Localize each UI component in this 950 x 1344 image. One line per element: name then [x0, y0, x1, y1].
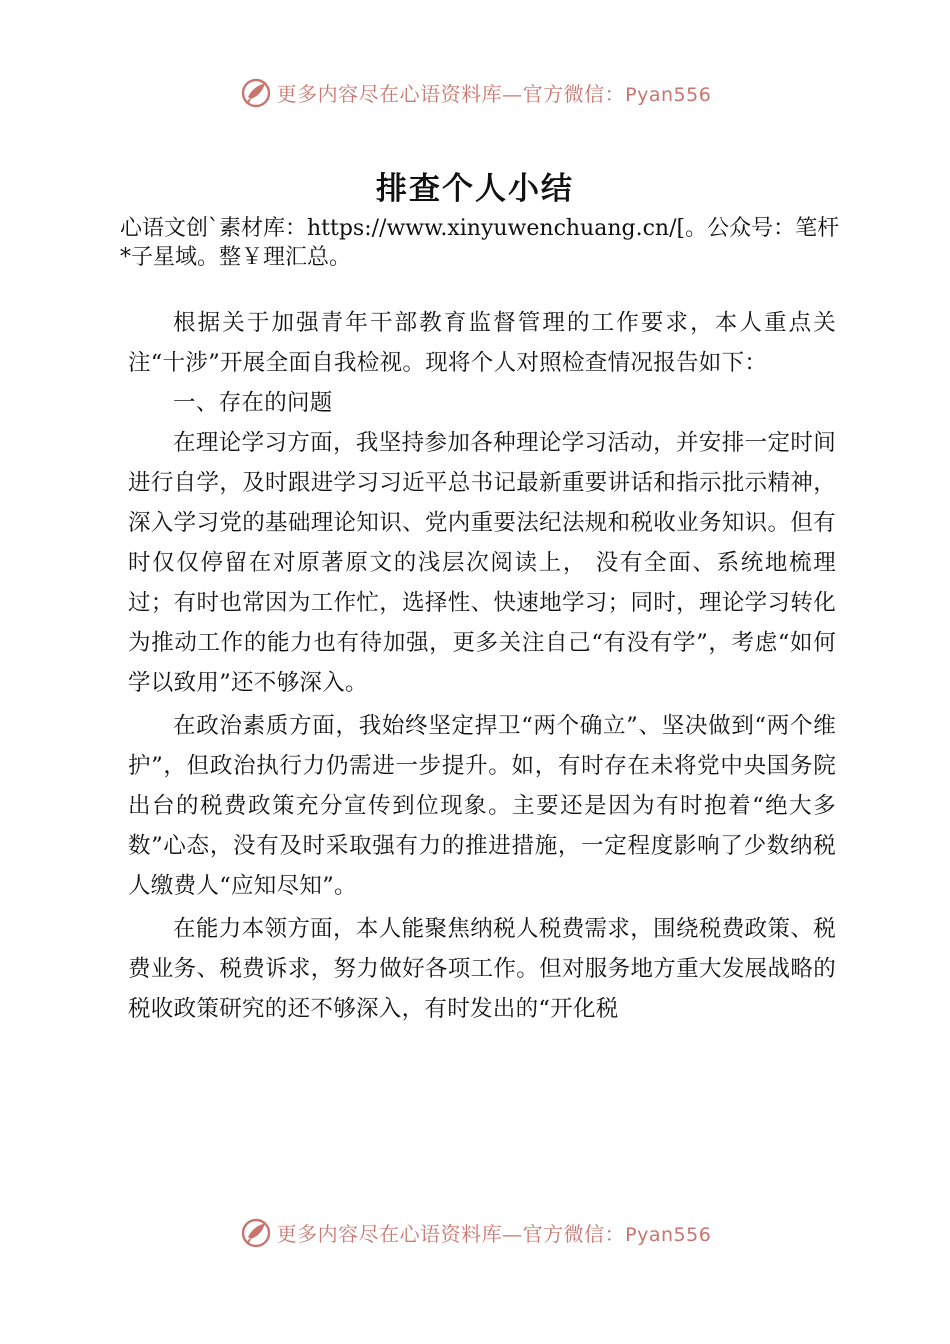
paragraph-political-quality: 在政治素质方面，我始终坚定捍卫“两个确立”、坚决做到“两个维护”，但政治执行力仍需进一步提升。如，有时存在未将党中央国务院出台的税费政策充分宣传到位现象。主要还是因为有时抱着“绝大多数”心态，没有及时采取强有力的推进措施，一定程度影响了少数纳税人缴费人“应知尽知”。 — [128, 713, 836, 899]
document-title: 排查个人小结 — [376, 171, 574, 207]
document-body — [128, 303, 836, 1029]
header-watermark — [0, 72, 950, 112]
source-line: 心语文创`素材库：https://www.xinyuwenchuang.cn/[。公众号：笔杆*子星域。整￥理汇总。 — [120, 216, 840, 270]
paragraph-theory-study: 在理论学习方面，我坚持参加各种理论学习活动，并安排一定时间进行自学，及时跟进学习习近平总书记最新重要讲话和指示批示精神，深入学习党的基础理论知识、党内重要法纪法规和税收业务知识。但有时仅仅停留在对原著原文的浅层次阅读上， 没有全面、系统地梳理过；有时也常因为工作忙，选择性、快速地学习；同时，理论学习转化为推动工作的能力也有待加强，更多关注自己“有没有学”，考虑“如何学以致用”还不够深入。 — [128, 430, 836, 696]
brand-logo-icon — [239, 75, 273, 109]
paragraph-intro: 根据关于加强青年干部教育监督管理的工作要求，本人重点关注“十涉”开展全面自我检视。现将个人对照检查情况报告如下： — [128, 310, 836, 376]
wechat-id: Pyan556 — [625, 83, 712, 106]
wechat-id: Pyan556 — [625, 1223, 712, 1246]
watermark-text: 更多内容尽在心语资料库—官方微信：Pyan556 — [276, 81, 712, 106]
brand-logo-icon — [239, 1215, 273, 1249]
section-heading: 一、存在的问题 — [173, 390, 333, 416]
paragraph-ability: 在能力本领方面，本人能聚焦纳税人税费需求，围绕税费政策、税费业务、税费诉求，努力做好各项工作。但对服务地方重大发展战略的税收政策研究的还不够深入，有时发出的“开化税 — [128, 916, 836, 1022]
footer-watermark — [0, 1212, 950, 1252]
watermark-text: 更多内容尽在心语资料库—官方微信：Pyan556 — [276, 1221, 712, 1246]
